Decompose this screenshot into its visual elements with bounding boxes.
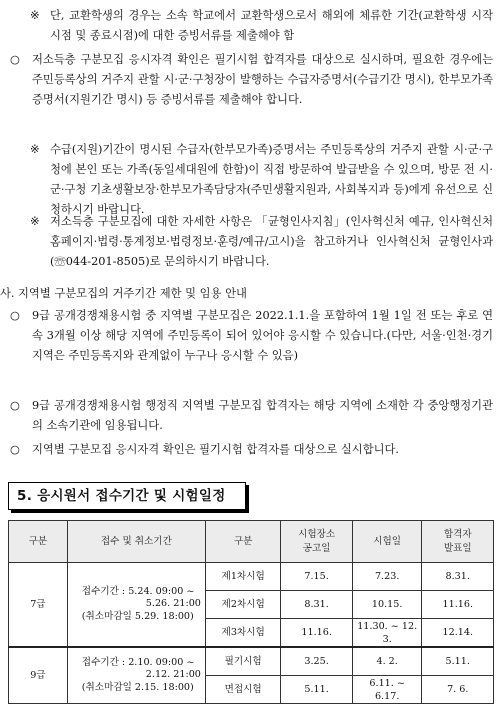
header-venue-notice [281, 521, 352, 563]
exam-cell: 4. 2. [352, 647, 422, 676]
note-marker: ※ [30, 215, 40, 228]
grade-cell: 9급 [9, 647, 68, 704]
result-cell: 7. 6. [422, 676, 494, 704]
table-row [9, 647, 494, 676]
bullet-regional-qualification-check [0, 440, 501, 460]
header-exam-date: 시험일 [352, 521, 422, 563]
note-marker: ※ [30, 143, 40, 156]
note-text: 수급(지원)기간이 명시된 수급자(한부모가족)증명서는 주민등록상의 거주지 관할 시·군·구청에 본인 또는 가족(동일세대원에 한함)이 직접 방문하여 발급받을 수 있으며, 방문 전 시·군·구청 기초생활보장·한부모가족담당자(주민생활지원과, 사회복지과 등)에게 유선으로 신청하시기 바랍니다. [50, 143, 493, 216]
stage-cell: 면접시험 [205, 676, 280, 704]
grade-cell: 7급 [9, 563, 68, 648]
note-certificate-issuance [0, 140, 501, 220]
header-venue-notice-label: 시험장소 공고일 [298, 528, 336, 554]
bullet-text: 저소득층 구분모집 응시자격 확인은 필기시험 합격자를 대상으로 실시하며, 필요한 경우에는 주민등록상의 거주지 관할 시·군·구청장이 발행하는 수급자증명서(수급기간 명시), 한부모가족증명서(지원기간 명시) 등 증빙서류를 제출해야 합니다. [32, 53, 493, 106]
bullet-low-income-verification [0, 50, 501, 110]
note-exchange-student [0, 6, 501, 46]
bullet-marker: ○ [10, 309, 20, 322]
notice-cell: 8.31. [281, 591, 352, 619]
notice-cell: 5.11. [281, 676, 352, 704]
stage-cell: 제1차시험 [205, 563, 280, 591]
stage-cell: 제2차시험 [205, 591, 280, 619]
header-application-period: 접수 및 취소기간 [67, 521, 205, 563]
notice-cell: 3.25. [281, 647, 352, 676]
bullet-marker: ○ [10, 443, 20, 456]
header-result-date [422, 521, 494, 563]
table-header-row [9, 521, 494, 563]
notice-cell: 11.16. [281, 619, 352, 648]
result-cell: 8.31. [422, 563, 494, 591]
bullet-residence-requirement [0, 306, 501, 366]
header-stage: 구분 [205, 521, 280, 563]
notice-cell: 7.15. [281, 563, 352, 591]
schedule-table [8, 520, 494, 704]
section-marker: 사. [0, 287, 15, 300]
header-result-date-label: 합격자 발표일 [443, 528, 472, 554]
bullet-text: 9급 공개경쟁채용시험 행정직 지역별 구분모집 합격자는 해당 지역에 소재한 각 중앙행정기관의 소속기관에 임용됩니다. [32, 399, 493, 432]
result-cell: 5.11. [422, 647, 494, 676]
note-text: 단, 교환학생의 경우는 소속 학교에서 교환학생으로서 해외에 체류한 기간(교환학생 시작시점 및 종료시점)에 대한 증빙서류를 제출해야 함 [50, 9, 493, 42]
period-line: 2.12. 21:00 [145, 669, 201, 681]
bullet-regional-appointment [0, 396, 501, 436]
period-line: 접수기간 : 2.10. 09:00 ~ [81, 656, 195, 668]
bullet-marker: ○ [10, 399, 20, 412]
exam-cell: 11.30. ~ 12. 3. [352, 619, 422, 648]
stage-cell: 제3차시험 [205, 619, 280, 648]
stage-cell: 필기시험 [205, 647, 280, 676]
bullet-marker: ○ [10, 53, 20, 66]
table-row [9, 563, 494, 591]
section-title: 지역별 구분모집의 거주기간 제한 및 임용 안내 [18, 287, 247, 300]
section-5-heading-box [8, 482, 246, 510]
note-text: 저소득층 구분모집에 대한 자세한 사항은 「균형인사지침」(인사혁신처 예규, 인사혁신처 홈페이지·법령·통계정보·법령정보·훈령/예규/고시)을 참고하거나 인사혁신처 균형인사과(☏044-201-8505)로 문의하시기 바랍니다. [50, 215, 493, 268]
period-line: 5.26. 21:00 [145, 598, 201, 610]
period-cell [67, 647, 205, 704]
exam-cell: 6.11. ~ 6.17. [352, 676, 422, 704]
period-line: (취소마감일 2.15. 18:00) [81, 681, 194, 693]
note-balanced-hiring-guideline [0, 212, 501, 272]
result-cell: 12.14. [422, 619, 494, 648]
period-cell [67, 563, 205, 648]
exam-cell: 10.15. [352, 591, 422, 619]
period-line: (취소마감일 5.29. 18:00) [81, 610, 194, 622]
bullet-text: 지역별 구분모집 응시자격 확인은 필기시험 합격자를 대상으로 실시합니다. [32, 443, 400, 456]
result-cell: 11.16. [422, 591, 494, 619]
section-5-title: 5. 응시원서 접수기간 및 시험일정 [17, 488, 226, 504]
section-sa-heading [0, 284, 501, 304]
bullet-text: 9급 공개경쟁채용시험 중 지역별 구분모집은 2022.1.1.을 포함하여 1월 1일 전 또는 후로 연속 3개월 이상 해당 지역에 주민등록이 되어 있어야 응시할 수 있습니다.(다만, 서울·인천·경기지역은 주민등록지와 관계없이 누구나 응시할 수 있음) [32, 309, 493, 362]
note-marker: ※ [30, 9, 40, 22]
header-category: 구분 [9, 521, 68, 563]
period-line: 접수기간 : 5.24. 09:00 ~ [81, 585, 195, 597]
exam-cell: 7.23. [352, 563, 422, 591]
